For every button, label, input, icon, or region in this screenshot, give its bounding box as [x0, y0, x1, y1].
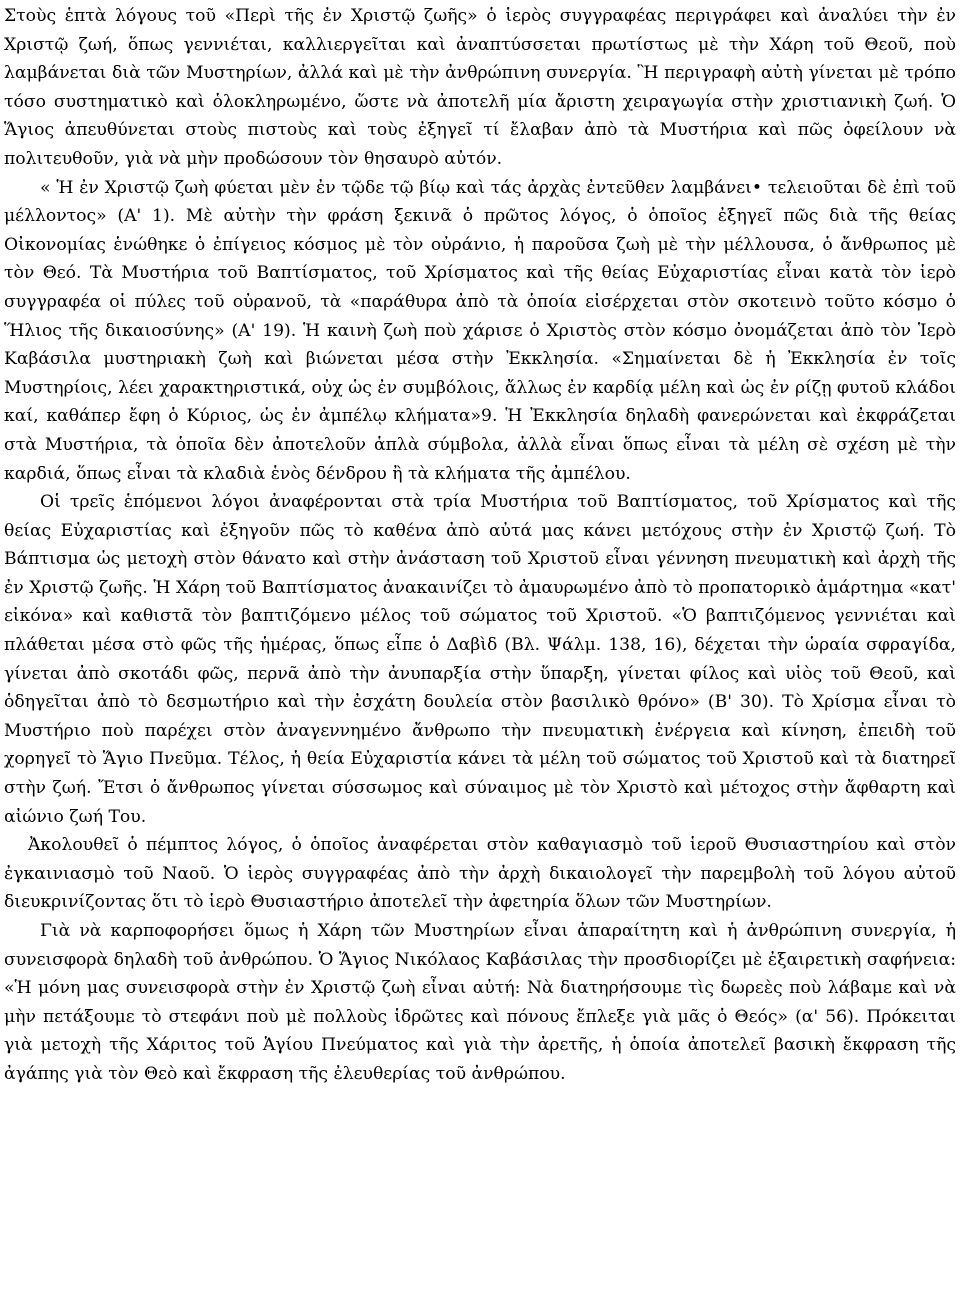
paragraph-intro: Στοὺς ἑπτὰ λόγους τοῦ «Περὶ τῆς ἐν Χριστῷ ζωῆς» ὁ ἱερὸς συγγραφέας περιγράφει καὶ ἀναλύει τὴν ἐν Χριστῷ ζωή, ὅπως γεννιέται, καλλιεργεῖται καὶ ἀναπτύσσεται πρωτίστως μὲ τὴν Χάρη τοῦ Θεοῦ, ποὺ λαμβάνεται διὰ τῶν Μυστηρίων, ἀλλά καὶ μὲ τὴν ἀνθρώπινη συνεργία. Ἣ περιγραφὴ αὐτὴ γίνεται μὲ τρόπο τόσο συστηματικὸ καὶ ὁλοκληρωμένο, ὥστε νὰ ἀποτελῆ μία ἄριστη χειραγωγία στὴν χριστιανικὴ ζωή. Ὁ Ἅγιος ἀπευθύνεται στοὺς πιστοὺς καὶ τοὺς ἐξηγεῖ τί ἔλαβαν ἀπὸ τὰ Μυστήρια καὶ πῶς ὀφείλουν νὰ πολιτευθοῦν, γιὰ νὰ μὴν προδώσουν τὸν θησαυρὸ αὐτόν. — [4, 6, 956, 169]
paragraph-first-discourse: « Ἡ ἐν Χριστῷ ζωὴ φύεται μὲν ἐν τῷδε τῷ βίῳ καὶ τάς ἀρχὰς ἐντεῦθεν λαμβάνει• τελειοῦται δὲ ἐπὶ τοῦ μέλλοντος» (Α' 1). Μὲ αὐτὴν τὴν φράση ξεκινᾶ ὁ πρῶτος λόγος, ὁ ὁποῖος ἐξηγεῖ πῶς διὰ τῆς θείας Οἰκονομίας ἑνώθηκε ὁ ἐπίγειος κόσμος μὲ τὸν οὐράνιο, ἡ παροῦσα ζωὴ μὲ τὴν μέλλουσα, ὁ ἄνθρωπος μὲ τὸν Θεό. Τὰ Μυστήρια τοῦ Βαπτίσματος, τοῦ Χρίσματος καὶ τῆς θείας Εὐχαριστίας εἶναι κατὰ τὸν ἱερὸ συγγραφέα οἱ πύλες τοῦ οὐρανοῦ, τὰ «παράθυρα ἀπὸ τὰ ὁποία εἰσέρχεται στὸν σκοτεινὸ τοῦτο κόσμο ὁ Ἥλιος τῆς δικαιοσύνης» (Α' 19). Ἡ καινὴ ζωὴ ποὺ χάρισε ὁ Χριστὸς στὸν κόσμο ὀνομάζεται ἀπὸ τὸν Ἱερὸ Καβάσιλα μυστηριακὴ ζωὴ καὶ βιώνεται μέσα στὴν Ἐκκλησία. «Σημαίνεται δὲ ἡ Ἐκκλησία ἐν τοῖς Μυστηρίοις, λέει χαρακτηριστικά, οὐχ ὡς ἐν συμβόλοις, ἄλλως ἐν καρδίᾳ μέλη καὶ ὡς ἐν ρίζῃ φυτοῦ κλάδοι καί, καθάπερ ἔφη ὁ Κύριος, ὡς ἐν ἀμπέλῳ κλήματα»9. Ἡ Ἐκκλησία δηλαδὴ φανερώνεται καὶ ἐκφράζεται στὰ Μυστήρια, τὰ ὁποῖα δὲν ἀποτελοῦν ἁπλὰ σύμβολα, ἀλλὰ εἶναι ὅπως εἶναι τὰ μέλη σὲ σχέση μὲ τὴν καρδιά, ὅπως εἶναι τὰ κλαδιὰ ἑνὸς δένδρου ἢ τὰ κλήματα τῆς ἀμπέλου. — [4, 177, 956, 484]
paragraph-fifth-discourse: Ἀκολουθεῖ ὁ πέμπτος λόγος, ὁ ὁποῖος ἀναφέρεται στὸν καθαγιασμὸ τοῦ ἱεροῦ Θυσιαστηρίου καὶ στὸν ἐγκαινιασμὸ τοῦ Ναοῦ. Ὁ ἱερὸς συγγραφέας ἀπὸ τὴν ἀρχὴ δικαιολογεῖ τὴν παρεμβολὴ τοῦ λόγου αὐτοῦ διευκρινίζοντας ὅτι τὸ ἱερὸ Θυσιαστήριο ἀποτελεῖ τὴν ἀφετηρία ὅλων τῶν Μυστηρίων. — [4, 835, 956, 913]
paragraph-human-synergy: Γιὰ νὰ καρποφορήσει ὅμως ἡ Χάρη τῶν Μυστηρίων εἶναι ἀπαραίτητη καὶ ἡ ἀνθρώπινη συνεργία, ἡ συνεισφορὰ δηλαδὴ τοῦ ἀνθρώπου. Ὁ Ἅγιος Νικόλαος Καβάσιλας τὴν προσδιορίζει μὲ ἐξαιρετικὴ σαφήνεια: «Ἡ μόνη μας συνεισφορὰ στὴν ἐν Χριστῷ ζωὴ εἶναι αὐτή: Νὰ διατηρήσουμε τὶς δωρεὲς ποὺ λάβαμε καὶ νὰ μὴν πετάξουμε τὸ στεφάνι ποὺ μὲ πολλοὺς ἱδρῶτες καὶ πόνους ἔπλεξε γιὰ μᾶς ὁ Θεός» (α' 56). Πρόκειται γιὰ μετοχὴ τῆς Χάριτος τοῦ Ἁγίου Πνεύματος καὶ γιὰ τὴν ἀρετῆς, ἡ ὁποία ἀποτελεῖ βασικὴ ἔκφραση τῆς ἀγάπης γιὰ τὸν Θεὸ καὶ ἔκφραση τῆς ἐλευθερίας τοῦ ἀνθρώπου. — [4, 921, 956, 1084]
paragraph-three-mysteries: Οἱ τρεῖς ἑπόμενοι λόγοι ἀναφέρονται στὰ τρία Μυστήρια τοῦ Βαπτίσματος, τοῦ Χρίσματος καὶ τῆς θείας Εὐχαριστίας καὶ ἐξηγοῦν πῶς τὸ καθένα ἀπὸ αὐτά μας κάνει μετόχους στὴν ἐν Χριστῷ ζωή. Τὸ Βάπτισμα ὡς μετοχὴ στὸν θάνατο καὶ στὴν ἀνάσταση τοῦ Χριστοῦ εἶναι γέννηση πνευματικὴ καὶ ἀρχὴ τῆς ἐν Χριστῷ ζωῆς. Ἡ Χάρη τοῦ Βαπτίσματος ἀνακαινίζει τὸ ἀμαυρωμένο ἀπὸ τὸ προπατορικὸ ἁμάρτημα «κατ' εἰκόνα» καὶ καθιστᾶ τὸν βαπτιζόμενο μέλος τοῦ σώματος τοῦ Χριστοῦ. «Ὁ βαπτιζόμενος γεννιέται καὶ πλάθεται μέσα στὸ φῶς τῆς ἡμέρας, ὅπως εἶπε ὁ Δαβὶδ (Βλ. Ψάλμ. 138, 16), δέχεται τὴν ὡραία σφραγίδα, γίνεται ἀπὸ σκοτάδι φῶς, περνᾶ ἀπὸ τὴν ἀνυπαρξία στὴν ὕπαρξη, γίνεται φίλος καὶ υἱὸς τοῦ Θεοῦ, καὶ ὁδηγεῖται ἀπὸ τὸ δεσμωτήριο καὶ τὴν ἐσχάτη δουλεία στὸν βασιλικὸ θρόνο» (Β' 30). Τὸ Χρίσμα εἶναι τὸ Μυστήριο ποὺ παρέχει στὸν ἀναγεννημένο ἄνθρωπο τὴν πνευματικὴ ἐνέργεια καὶ κίνηση, ἐπειδὴ τοῦ χορηγεῖ τὸ Ἅγιο Πνεῦμα. Τέλος, ἡ θεία Εὐχαριστία κάνει τὰ μέλη τοῦ σώματος τοῦ Χριστοῦ καὶ τὰ διατηρεῖ στὴν ζωή. Ἔτσι ὁ ἄνθρωπος γίνεται σύσσωμος καὶ σύναιμος μὲ τὸν Χριστὸ καὶ μέτοχος στὴν ἄφθαρτη καὶ αἰώνιο ζωή Του. — [4, 492, 956, 827]
